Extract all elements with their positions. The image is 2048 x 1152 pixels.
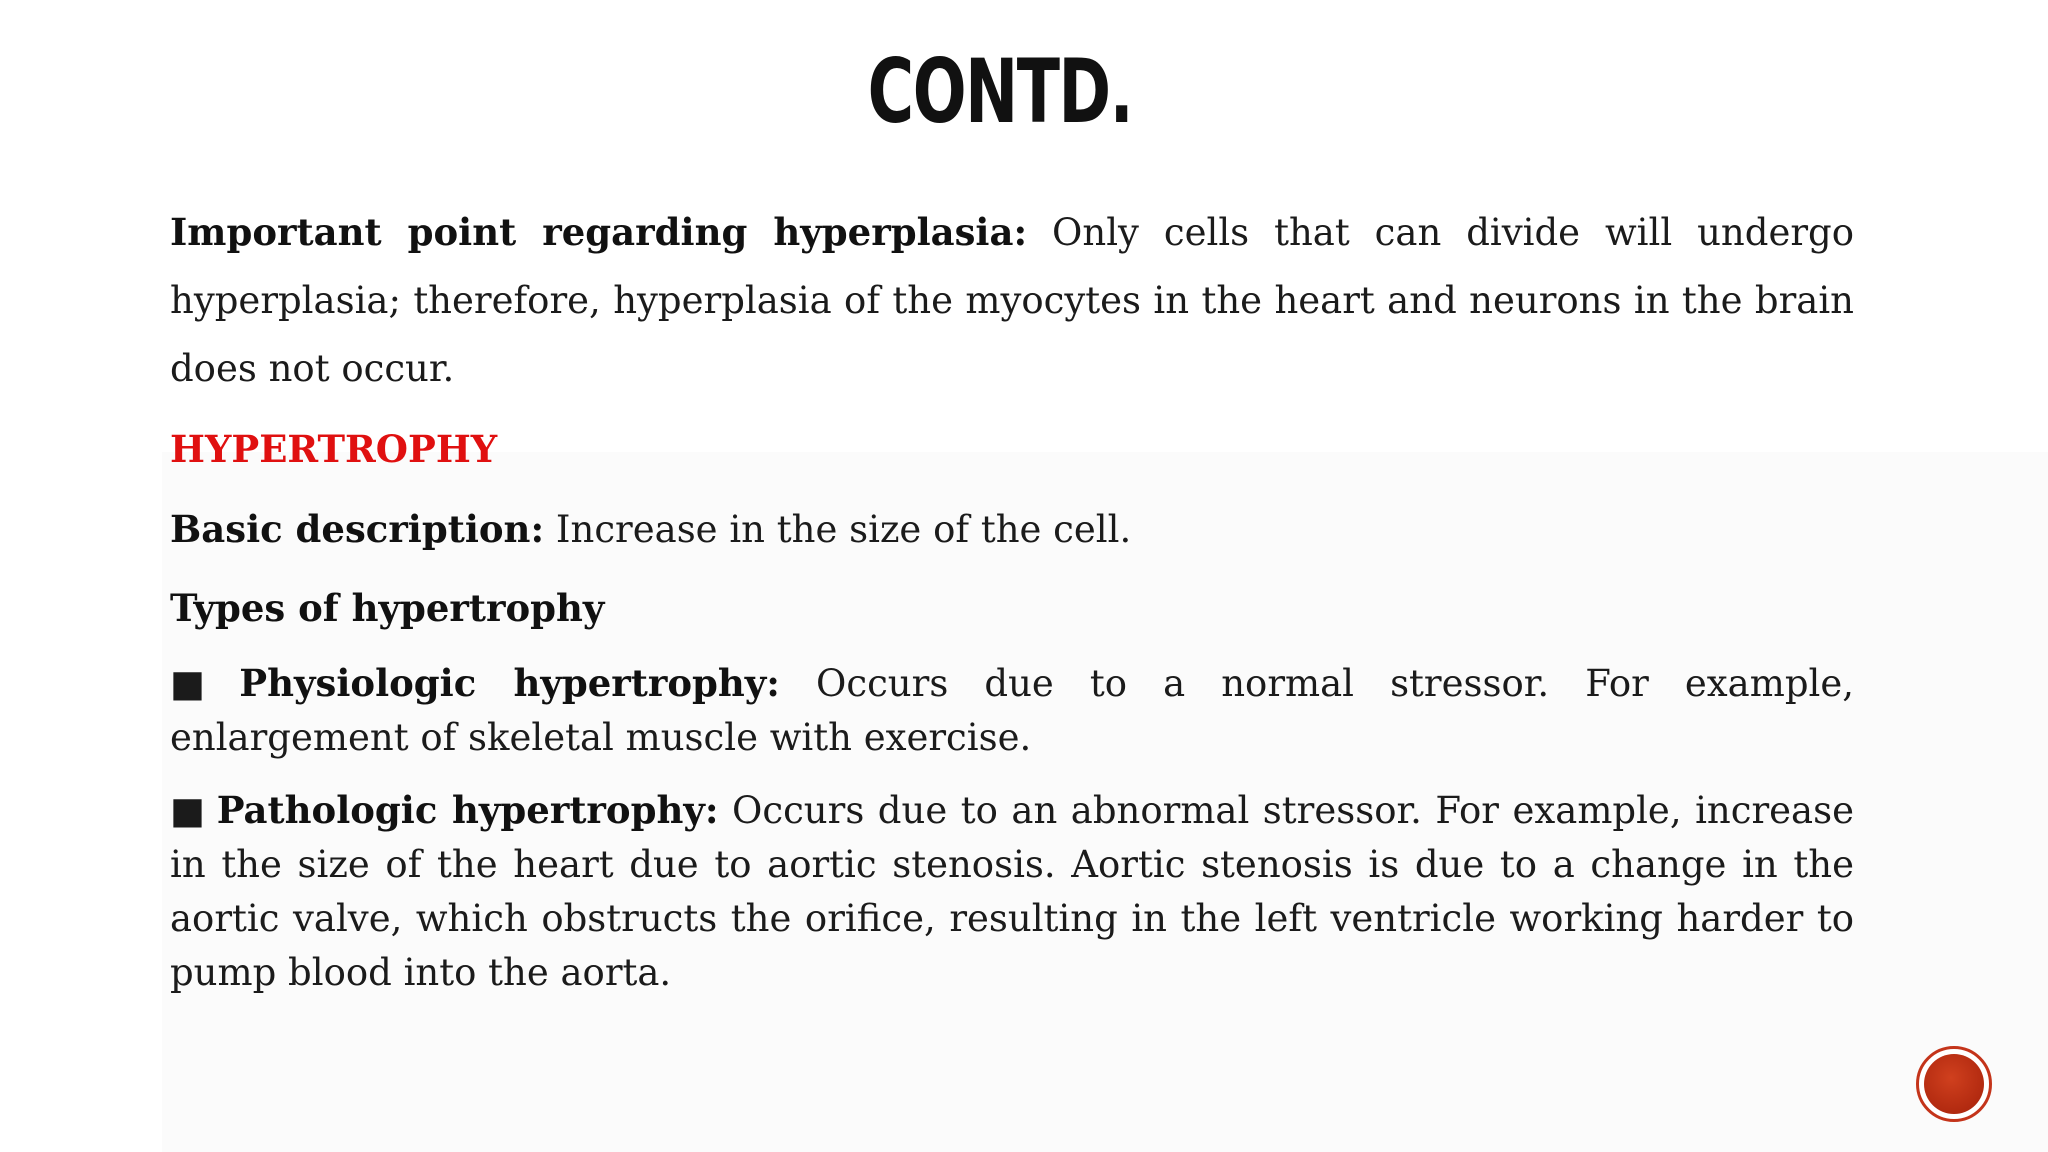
hyperplasia-note [170,198,1854,403]
bullet-pathologic-text: Occurs due to an abnormal stressor. For example, increase in the size of the heart due to aortic stenosis. Aortic stenosis is due to a change in the aortic valve, which obstructs the orifice, resulting in the left ventricle working harder to pump blood into the aorta. [170,789,1855,994]
bullet-pathologic-lead: Pathologic hypertrophy: [216,788,719,832]
bullet-physiologic-text: Occurs due to a normal stressor. For example, enlargement of skeletal muscle with exercise. [170,662,1854,759]
basic-description [170,499,1854,560]
bullet-marker: ■ [170,661,230,705]
bullet-marker: ■ [170,788,207,832]
basic-description-text: Increase in the size of the cell. [544,508,1132,551]
hyperplasia-note-text: Only cells that can divide will undergo hyperplasia; therefore, hyperplasia of the myocytes in the heart and neurons in the brain does not occur. [170,211,1854,390]
slide-navigation-circle-icon[interactable] [1916,1046,1992,1122]
bullet-physiologic [170,656,1854,765]
section-heading: HYPERTROPHY [170,427,498,471]
hyperplasia-note-lead: Important point regarding hyperplasia: [170,210,1028,254]
slide-content [170,198,1854,1000]
basic-description-lead: Basic description: [170,507,545,551]
bullet-physiologic-lead: Physiologic hypertrophy: [239,661,780,705]
nav-circle-fill [1924,1054,1984,1114]
bullet-pathologic [170,783,1854,1000]
types-heading: Types of hypertrophy [170,586,605,630]
slide-title: CONTD. [867,40,1133,143]
